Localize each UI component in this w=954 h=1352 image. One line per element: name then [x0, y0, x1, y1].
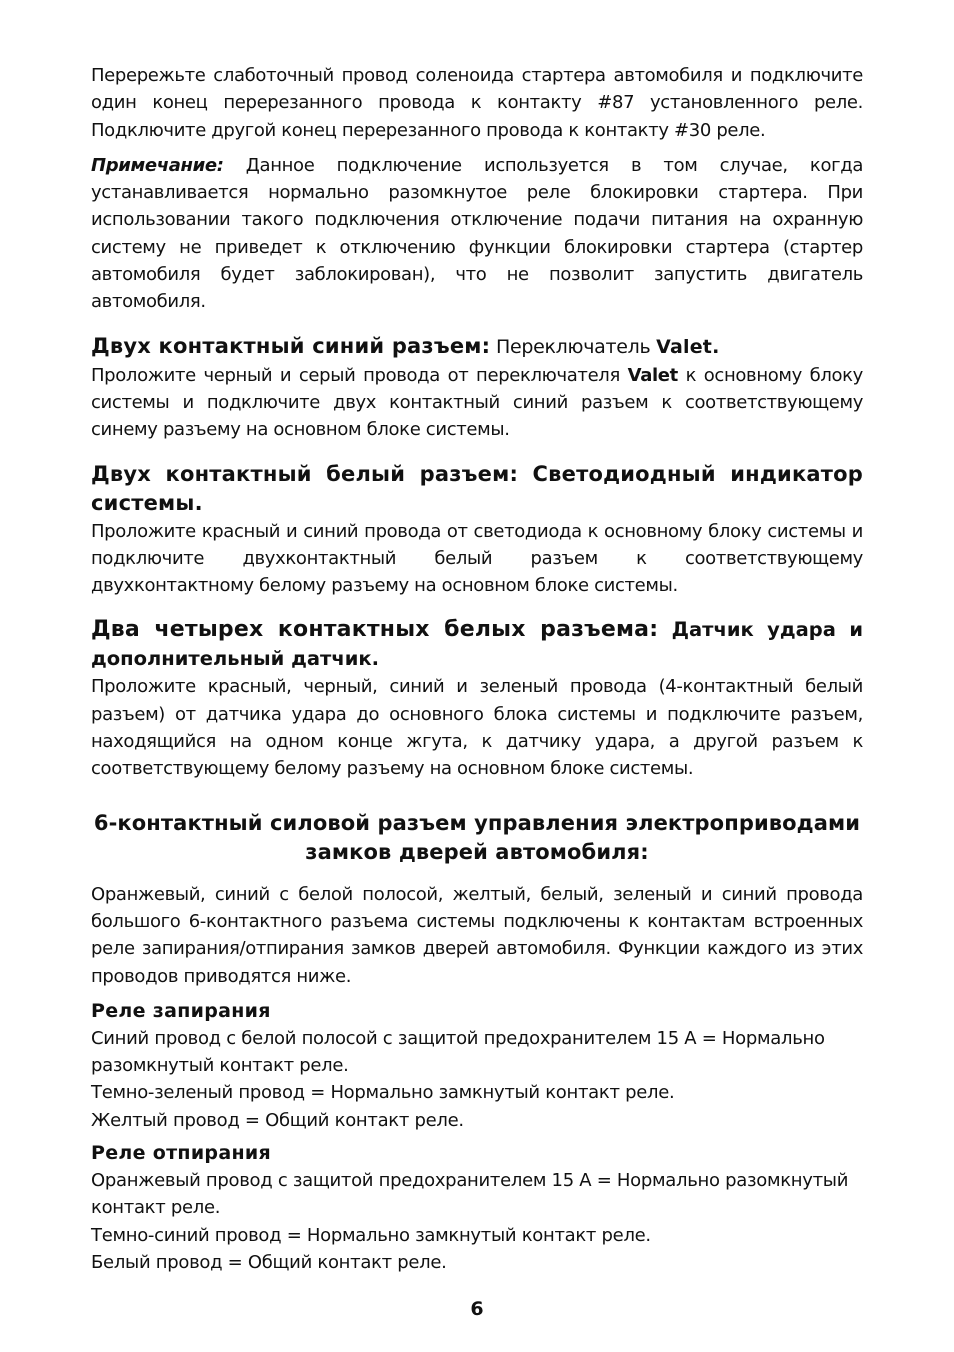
section-blue-body-end: к основному блоку системы и подключите двух контактный синий разъем к соответствующему синему разъему на основном блоке системы. — [91, 364, 863, 441]
intro-paragraph: Перережьте слаботочный провод соленоида стартера автомобиля и подключите один конец перерезанного провода к контакту #87 установленного реле. Подключите другой конец перерезанного провода к контакту #30 реле. — [91, 65, 863, 141]
unlock-relay-line: Белый провод = Общий контакт реле. — [91, 1251, 447, 1273]
unlock-relay-heading: Реле отпирания — [91, 1142, 271, 1165]
section-white2-body: Проложите красный и синий провода от светодиода к основному блоку системы и подключите двухконтактный белый разъем к соответствующему двухконтактному белому разъему на основном блоке системы. — [91, 520, 863, 597]
page-content — [91, 62, 863, 1276]
section-white4-heading-rest: Датчик удара и дополнительный датчик. — [91, 618, 863, 671]
note-label: Примечание: — [91, 154, 224, 176]
section-blue-body — [91, 362, 863, 444]
section-white4-body: Проложите красный, черный, синий и зеленый провода (4-контактный белый разъем) от датчика удара до основного блока системы и подключите разъем, находящийся на одном конце жгута, к датчику удара, а другой разъем к соответствующему белому разъему на основном блоке системы. — [91, 676, 863, 780]
unlock-relay-line: Оранжевый провод с защитой предохранителем 15 А = Нормально разомкнутый контакт реле. — [91, 1170, 849, 1219]
section-white2-heading: Двух контактный белый разъем: Светодиодный индикатор системы. — [91, 461, 863, 515]
section-white4-heading — [91, 615, 863, 673]
section-white4-heading-main: Два четырех контактных белых разъема: — [91, 617, 659, 643]
section-blue-body-valet: Valet — [627, 364, 678, 386]
lock-relay-heading: Реле запирания — [91, 999, 271, 1022]
section-blue-heading-valet: Valet. — [656, 335, 720, 358]
lock-relay-line: Желтый провод = Общий контакт реле. — [91, 1109, 464, 1131]
lock-relay-line: Синий провод с белой полосой с защитой предохранителем 15 А = Нормально разомкнутый контакт реле. — [91, 1027, 825, 1077]
note-text: Данное подключение используется в том случае, когда устанавливается нормально разомкнутое реле блокировки стартера. При использовании такого подключения отключение подачи питания на охранную систему не приведет к отключению функции блокировки стартера (стартер автомобиля будет заблокирован), что не позволит запустить двигатель автомобиля. — [91, 154, 863, 313]
page-number: 6 — [470, 1298, 484, 1320]
lock-relay-line: Темно-зеленый провод = Нормально замкнутый контакт реле. — [91, 1082, 675, 1104]
note-paragraph — [91, 152, 863, 316]
section-blue-heading-bold: Двух контактный синий разъем: — [91, 333, 491, 358]
section-blue-heading — [91, 332, 863, 362]
unlock-relay-line: Темно-синий провод = Нормально замкнутый контакт реле. — [91, 1224, 651, 1246]
section-blue-heading-normal: Переключатель — [490, 335, 657, 358]
section-blue-body-start: Проложите черный и серый провода от переключателя — [91, 364, 628, 386]
section-power-heading: 6-контактный силовой разъем управления электроприводами замков дверей автомобиля: — [93, 810, 861, 864]
section-power-body: Оранжевый, синий с белой полосой, желтый, белый, зеленый и синий провода большого 6-контактного разъема системы подключены к контактам встроенных реле запирания/отпирания замков дверей автомобиля. Функции каждого из этих проводов приводятся ниже. — [91, 883, 863, 987]
